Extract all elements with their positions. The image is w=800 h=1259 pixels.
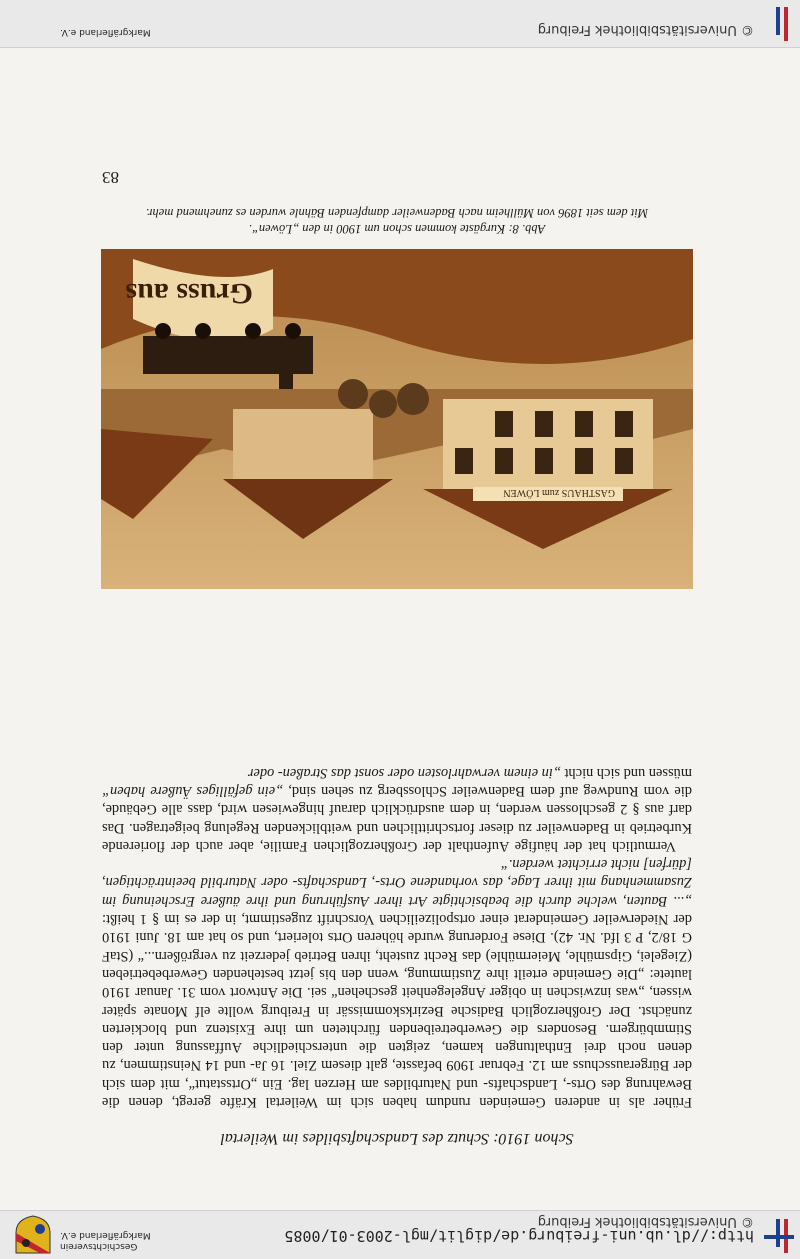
association-name: Geschichtsverein Markgräflerland e.V. (60, 1230, 151, 1251)
footer-copyright-notice: © Universitätsbibliothek Freiburg (537, 22, 754, 37)
copyright-notice: © Universitätsbibliothek Freiburg (537, 1214, 754, 1229)
section-heading: Schon 1910: Schutz des Landschaftsbildes im Weilertal (220, 1130, 574, 1147)
viewer-footer-band (0, 0, 800, 48)
postcard-banner-text: Gruss aus (125, 277, 253, 310)
viewer-header-band (0, 1210, 800, 1259)
figure-caption: Abb. 8: Kurgäste kommen schon um 1900 in den „Löwen“. Mit dem seit 1896 von Müllheim nach Badenweiler dampfenden Bähnle wurden es zunehmend mehr. (145, 206, 649, 236)
ordinance-quote: „... Bauten, welche durch die beabsichtigte Art ihrer Ausführung und ihre äußere Erscheinung im Zusammenhang mit ihrer Lage, das vorhandene Orts-, Landschafts- oder Naturbild beeinträchtigen, [dürfen] nicht errichtet werden.“ (102, 856, 692, 909)
footer-university-logo-icon[interactable] (764, 7, 794, 41)
postcard-illustration (101, 249, 693, 589)
historic-postcard-image (101, 249, 693, 589)
page-number: 83 (102, 168, 119, 187)
association-crest-icon[interactable] (12, 1215, 54, 1255)
body-text (102, 763, 692, 1111)
paragraph-1: Früher als in anderen Gemeinden rundum haben sich im Weilertal Kräfte geregt, denen die Bewahrung des Orts-, Landschafts- und Naturbildes am Herzen lag. Ein „Ortsstatut“, mit dem sich der Bürgerausschuss am 12. Februar 1909 befasste, galt diesem Ziel. 16 Ja- und 14 Neinstimmen, zu denen noch drei Enthaltungen kamen, zeigten die unterschiedliche Auffassung unter den Stimmbürgern. Besonders die Gewerbetreibenden fürchteten um ihre Existenz und blockierten zunächst. Der Großherzoglich Badische Bezirkskommissär in Freiburg wollte elf Monate später wissen, „was inzwischen in obiger Angelegenheit geschehen“ sei. Die Antwort vom 31. Januar 1910 lautete: „Die Gemeinde erteilt ihre Zustimmung, wenn den bis jetzt bestehenden Gewerbebetrieben (Ziegelei, Gipsmühle, Meiermühle) das Recht zusteht, ihren Betrieb jederzeit zu vergrößern...“ (StaF G 18/2, P 3 lfd. Nr. 42). Diese Forderung wurde höheren Orts toleriert, und so hat am 18. Juni 1910 der Niederweiler Gemeinderat einer ortspolizeilichen Vorschrift zugestimmt, in der es im § 1 heißt: „... Bauten, welche durch die beabsichtigte Art ihrer Ausführung und ihre äußere Erscheinung im Zusammenhang mit ihrer Lage, das vorhandene Orts-, Landschafts- oder Naturbild beeinträchtigen, [dürfen] nicht errichtet werden.“ (102, 856, 692, 1110)
footer-association-name: Markgräflerland e.V. (60, 27, 151, 37)
paragraph-2: Vermutlich hat der häufige Aufenthalt der Großherzoglichen Familie, aber auch der florierende Kurbetrieb in Badenweiler zu dieser fortschrittlichen und weitblickenden Regelung beigetragen. Das darf aus § 2 geschlossen werden, in dem ausdrücklich darauf hingewiesen wird, dass alle Gebäude, die vom Rundweg auf dem Badenweiler Schlossberg zu sehen sind, „ein gefälliges Äußere haben“ müssen und sich nicht „in einem verwahrlosten oder sonst das Straßen- oder (102, 764, 692, 854)
source-url-link[interactable]: http://dl.ub.uni-freiburg.de/diglit/mgl-2003-01/0085 (284, 1227, 754, 1245)
postcard-sign-text: GASTHAUS zum LÖWEN (503, 487, 615, 498)
university-logo-icon[interactable] (764, 1219, 794, 1253)
